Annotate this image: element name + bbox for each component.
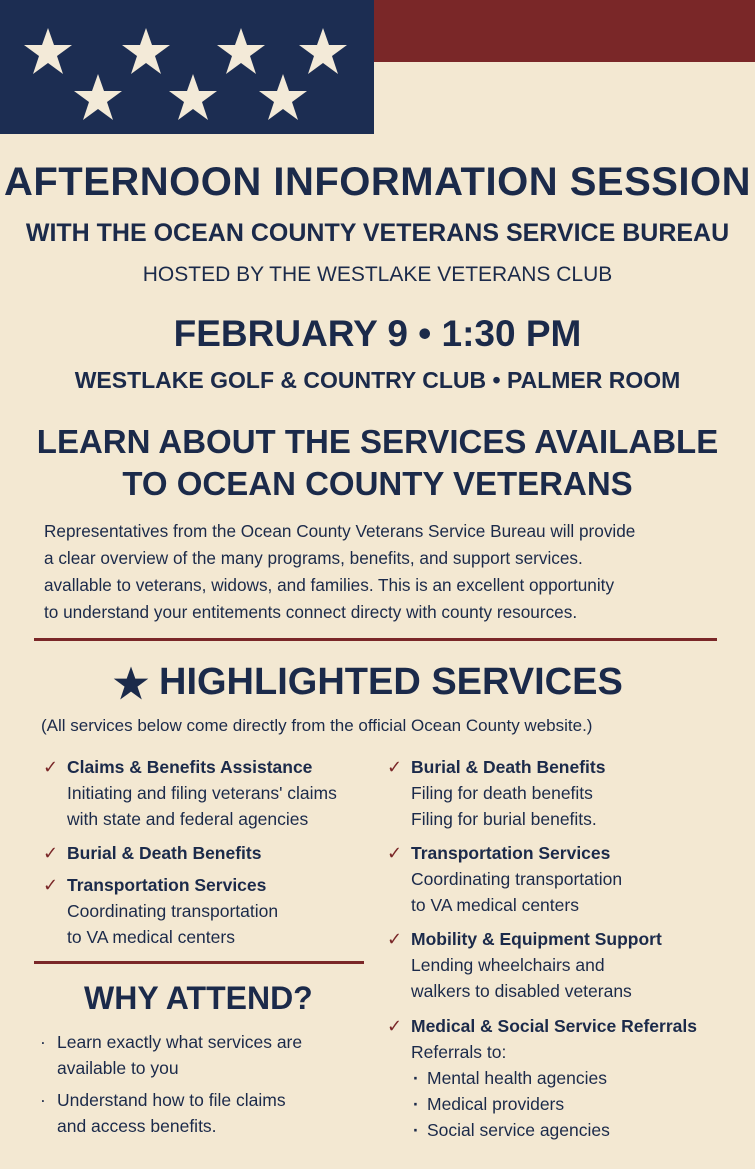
highlighted-services-heading [113,661,623,704]
check-icon: ✓ [387,843,403,863]
service-item [387,840,623,918]
service-name: Medical & Social Service Referrals [411,1016,697,1036]
highlighted-services-title: HIGHLIGHTED SERVICES [159,661,623,703]
service-desc: walkers to disabled veterans [411,981,632,1001]
service-desc: Filing for death benefits [411,783,593,803]
service-item [387,926,662,1004]
check-icon: ✓ [43,843,59,863]
service-name: Mobility & Equipment Support [411,929,662,949]
section-divider [34,961,364,964]
service-name: Burial & Death Benefits [411,757,606,777]
referral-list [411,1065,697,1143]
star-icon [121,26,171,76]
service-name: Burial & Death Benefits [67,843,262,863]
why-attend-item [40,1087,350,1139]
service-desc: Referrals to: [411,1042,507,1062]
check-icon: ✓ [387,757,403,777]
intro-line: to understand your entitements connect directy with county resources. [44,602,578,622]
learn-heading-line1: LEARN ABOUT THE SERVICES AVAILABLE [36,423,719,460]
check-icon: ✓ [387,929,403,949]
why-attend-item [40,1029,350,1081]
section-divider [34,638,717,641]
bullet-icon: · [40,1090,46,1110]
star-icon [113,665,149,701]
service-desc: Lending wheelchairs and [411,955,605,975]
list-item: · Social service agencies [411,1117,697,1143]
service-name: Transportation Services [67,875,267,895]
check-icon: ✓ [43,757,59,777]
star-icon [216,26,266,76]
star-icon [258,72,308,122]
page-title: AFTERNOON INFORMATION SESSION [3,160,752,204]
service-desc: to VA medical centers [411,895,579,915]
services-source-note: (All services below come directly from the official Ocean County website.) [41,716,593,735]
service-name: Transportation Services [411,843,611,863]
why-attend-line: available to you [57,1058,179,1078]
star-icon [168,72,218,122]
service-desc: Initiating and filing veterans' claims [67,783,337,803]
list-item: · Medical providers [411,1091,697,1117]
intro-line: Representatives from the Ocean County Veterans Service Bureau will provide [44,521,636,541]
intro-line: a clear overview of the many programs, benefits, and support services. [44,548,583,568]
bullet-icon: · [40,1032,46,1052]
service-desc: with state and federal agencies [67,809,309,829]
service-item [387,754,606,832]
service-desc: Coordinating transportation [67,901,279,921]
star-icon [23,26,73,76]
service-item [43,872,279,950]
why-attend-heading: WHY ATTEND? [84,980,313,1016]
event-venue: WESTLAKE GOLF & COUNTRY CLUB • PALMER ROOM [74,367,681,393]
intro-paragraph [44,518,734,626]
service-desc: Filing for burial benefits. [411,809,597,829]
service-item [43,840,262,866]
star-icon [298,26,348,76]
event-date-time: FEBRUARY 9 • 1:30 PM [173,313,582,354]
why-attend-line: Understand how to file claims [57,1090,286,1110]
intro-line: avallable to veterans, widows, and families. This is an excellent opportunity [44,575,615,595]
list-item: · Mental health agencies [411,1065,697,1091]
flag-banner [0,0,755,134]
learn-heading-line2: TO OCEAN COUNTY VETERANS [122,465,633,502]
check-icon: ✓ [387,1016,403,1036]
star-icon [73,72,123,122]
service-item [387,1013,697,1143]
flag-stripe [374,0,755,62]
service-item [43,754,337,832]
check-icon: ✓ [43,875,59,895]
why-attend-line: and access benefits. [57,1116,217,1136]
service-desc: to VA medical centers [67,927,235,947]
service-name: Claims & Benefits Assistance [67,757,313,777]
page-subtitle: WITH THE OCEAN COUNTY VETERANS SERVICE BUREAU [25,219,730,247]
service-desc: Coordinating transportation [411,869,623,889]
why-attend-line: Learn exactly what services are [57,1032,303,1052]
hosted-by: HOSTED BY THE WESTLAKE VETERANS CLUB [142,263,613,286]
